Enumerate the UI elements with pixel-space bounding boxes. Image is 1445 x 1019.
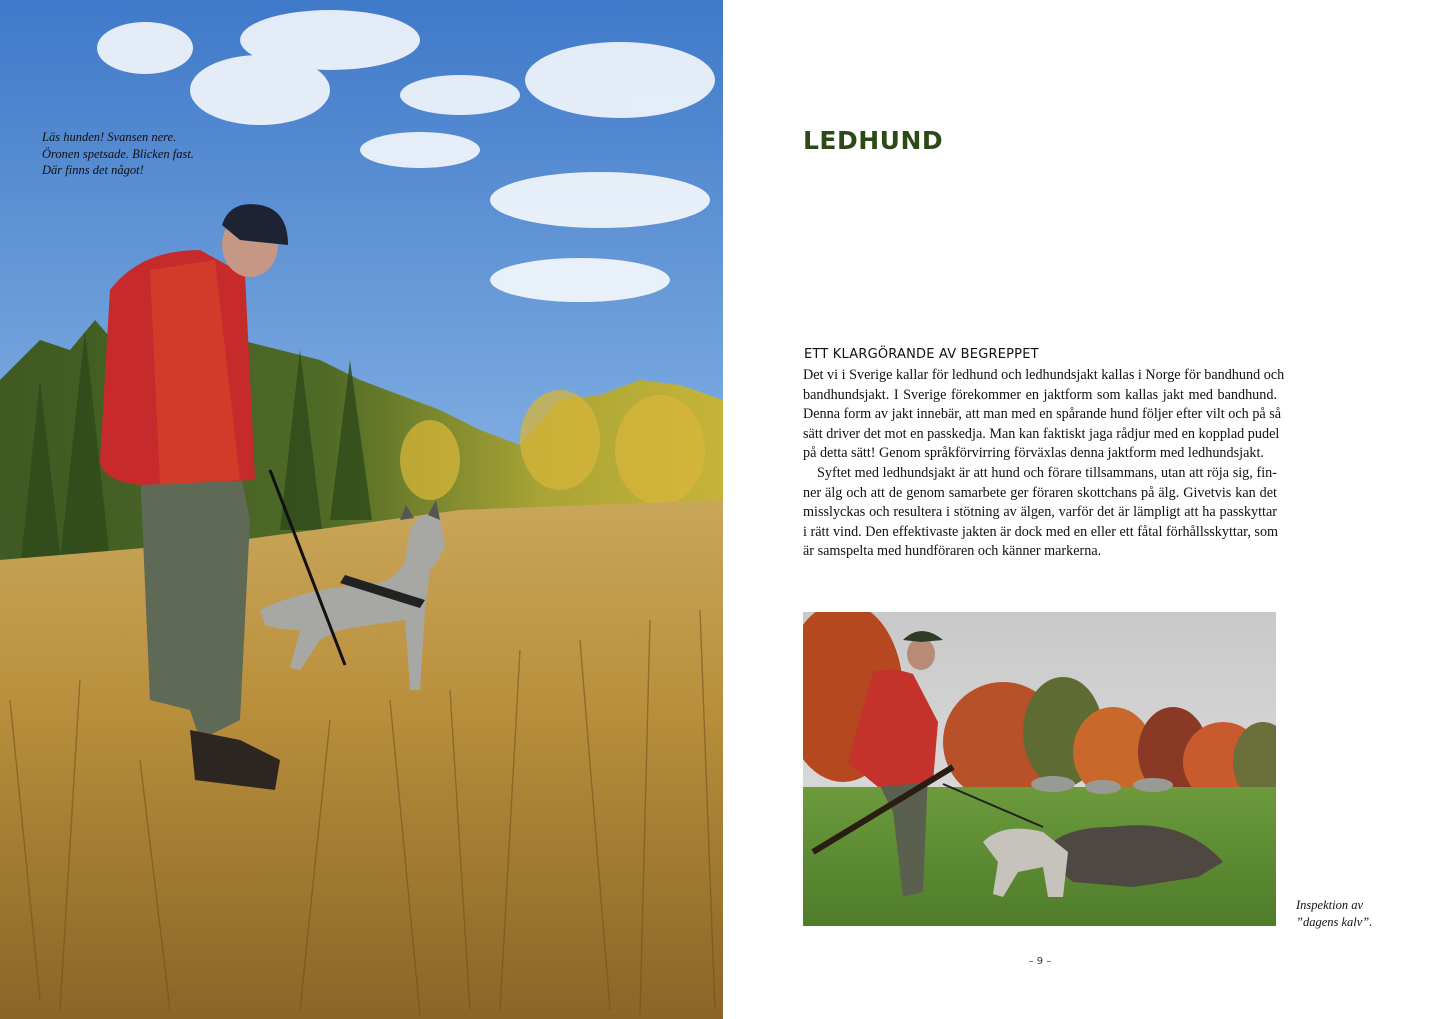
caption-line: Öronen spetsade. Blicken fast. [42,146,194,161]
paragraph-1-line: Det vi i Sverige kallar för ledhund och ledhundsjakt kallas i Norge för bandhund och [803,367,1285,383]
paragraph-2-line: Syftet med ledhundsjakt är att hund och förare tillsammans, utan att röja sig, fin- [817,464,1277,481]
left-photo-caption [42,129,242,179]
paragraph-1-line: sätt driver det mot en passkedja. Man kan faktiskt jaga rådjur med en kopplad pudel [803,425,1280,442]
right-photo-caption [1296,897,1416,930]
paragraph-2-line: i rätt vind. Den effektivaste jakten är dock med en eller ett fåtal förhållsskyttar, som [803,523,1279,540]
paragraph-2-line: misslyckas och resultera i stötning av älgen, varför det är lämpligt att ha passkyttar [803,504,1277,521]
body-text [803,366,1285,562]
caption-line: Läs hunden! Svansen nere. [42,130,177,144]
moose-calf-inspection-photo [803,612,1276,926]
caption-line: Inspektion av [1296,898,1363,912]
caption-line: ”dagens kalv”. [1296,914,1373,929]
paragraph-1-line: på detta sätt! Genom språkförvirring förväxlas denna jaktform med ledhundsjakt. [803,445,1264,462]
photo-illustration [803,612,1276,926]
paragraph-1-line: bandhundsjakt. I Sverige förekommer en jaktform som kallas jakt med bandhund. [803,386,1277,403]
section-heading: ETT KLARGÖRANDE AV BEGREPPET [804,347,1039,362]
page-number: – 9 – [1028,956,1052,967]
caption-line: Där finns det något! [42,163,144,177]
paragraph-2-line: ner älg och att de genom samarbete ger föraren skottchans på älg. Givetvis kan det [803,484,1277,501]
paragraph-2-line: är samspelta med hundföraren och känner markerna. [803,543,1102,560]
chapter-title: LEDHUND [803,126,944,155]
paragraph-1-line: Denna form av jakt innebär, att man med en spårande hund följer efter vilt och på så [803,406,1282,423]
